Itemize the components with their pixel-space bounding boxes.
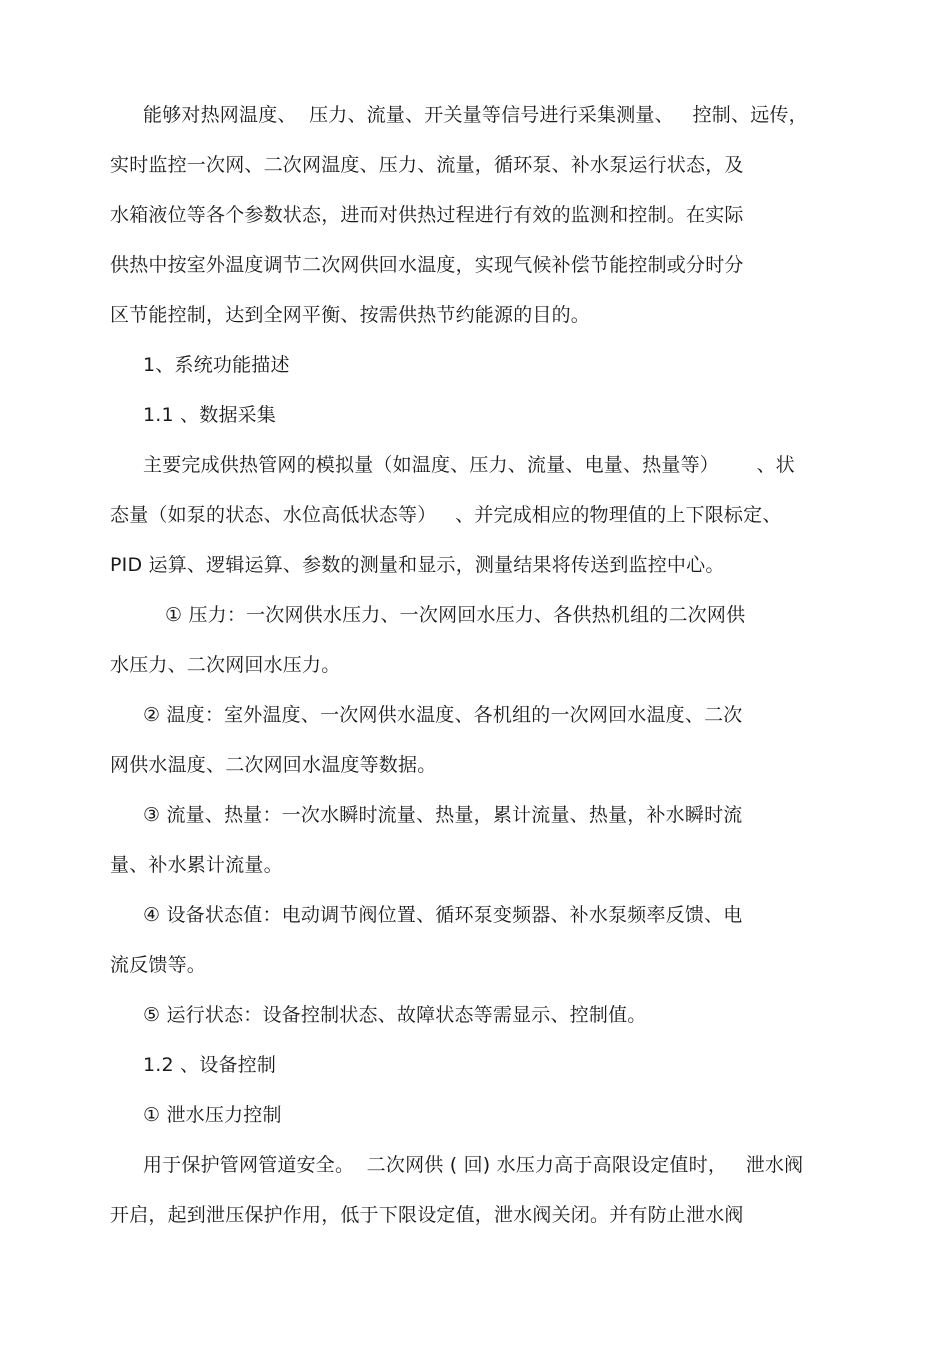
paragraph-line: 能够对热网温度、 压力、流量、开关量等信号进行采集测量、 控制、远传， — [143, 104, 808, 126]
list-item-line: ⑤ 运行状态：设备控制状态、故障状态等需显示、控制值。 — [143, 1004, 647, 1026]
list-item-line: 流反馈等。 — [110, 954, 207, 976]
list-item-line: 网供水温度、二次网回水温度等数据。 — [110, 754, 437, 776]
paragraph-line: 水箱液位等各个参数状态，进而对供热过程进行有效的监测和控制。在实际 — [110, 204, 744, 226]
paragraph-line: 供热中按室外温度调节二次网供回水温度，实现气候补偿节能控制或分时分 — [110, 254, 744, 276]
paragraph-line: 态量（如泵的状态、水位高低状态等） 、并完成相应的物理值的上下限标定、 — [110, 504, 782, 526]
list-item-line: ④ 设备状态值：电动调节阀位置、循环泵变频器、补水泵频率反馈、电 — [143, 904, 743, 926]
list-item-line: 量、补水累计流量。 — [110, 854, 283, 876]
paragraph-line: 实时监控一次网、二次网温度、压力、流量，循环泵、补水泵运行状态，及 — [110, 154, 744, 176]
paragraph-line: PID 运算、逻辑运算、参数的测量和显示，测量结果将传送到监控中心。 — [110, 554, 725, 576]
subsection-heading: 1.2 、设备控制 — [143, 1054, 277, 1076]
paragraph-line: 区节能控制，达到全网平衡、按需供热节约能源的目的。 — [110, 304, 591, 326]
section-heading: 1、系统功能描述 — [143, 354, 290, 376]
list-item-line: ① 压力：一次网供水压力、一次网回水压力、各供热机组的二次网供 — [165, 604, 746, 626]
paragraph-line: 开启，起到泄压保护作用，低于下限设定值，泄水阀关闭。并有防止泄水阀 — [110, 1204, 744, 1226]
paragraph-line: 用于保护管网管道安全。 二次网供 ( 回) 水压力高于高限设定值时， 泄水阀 — [143, 1154, 804, 1176]
subsection-heading: 1.1 、数据采集 — [143, 404, 277, 426]
list-item-line: 水压力、二次网回水压力。 — [110, 654, 341, 676]
list-item-line: ① 泄水压力控制 — [143, 1104, 282, 1126]
list-item-line: ③ 流量、热量：一次水瞬时流量、热量，累计流量、热量，补水瞬时流 — [143, 804, 743, 826]
paragraph-line: 主要完成供热管网的模拟量（如温度、压力、流量、电量、热量等） 、状 — [143, 454, 795, 476]
list-item-line: ② 温度：室外温度、一次网供水温度、各机组的一次网回水温度、二次 — [143, 704, 743, 726]
